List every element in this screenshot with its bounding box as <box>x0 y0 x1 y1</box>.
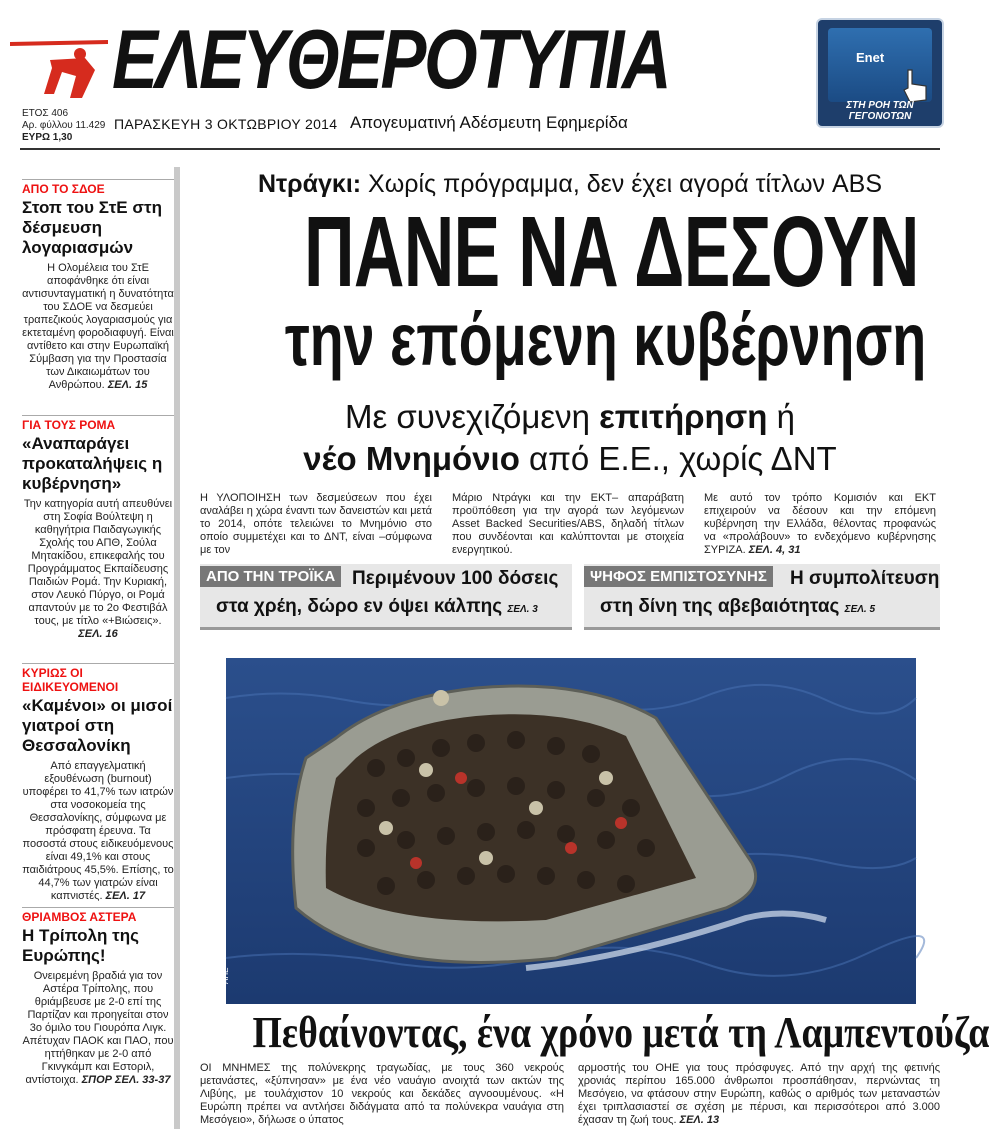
lead-column-3 <box>704 492 936 557</box>
promo-line-2 <box>216 594 538 623</box>
newspaper-title: ΕΛΕΥΘΕΡΟΤΥΠΙΑ <box>112 12 670 106</box>
bottom-headline: Πεθαίνοντας, ένα χρόνο μετά τη Λαμπεντούζα <box>252 1008 989 1057</box>
sidebar-kicker: ΚΥΡΙΩΣ ΟΙ ΕΙΔΙΚΕΥΟΜΕΝΟΙ <box>22 663 174 694</box>
price-label: ΕΥΡΩ 1,30 <box>22 132 73 143</box>
sidebar-body <box>22 970 174 1087</box>
sidebar-body-text: Η Ολομέλεια του ΣτΕ αποφάνθηκε ότι είναι αντισυνταγματική η δυνατότητα του ΣΔΟΕ να δεσμεύει τραπεζικούς λογαριασμούς για εκτεταμένη φοροδιαφυγή. Είναι αντίθετο και στην Ευρωπαϊκή Σύμβαση για την Προστασία των Δικαιωμάτων του Ανθρώπου. <box>22 262 174 391</box>
issue-date: ΠΑΡΑΣΚΕΥΗ 3 ΟΚΤΩΒΡΙΟΥ 2014 <box>114 116 338 132</box>
deck-text: από Ε.Ε., χωρίς ΔΝΤ <box>519 440 837 477</box>
sidebar-body <box>22 760 174 903</box>
sidebar-body <box>22 498 174 641</box>
sidebar-body-text: Την κατηγορία αυτή απευθύνει στη Σοφία Βούλτεψη η καθηγήτρια Παιδαγωγικής Σχολής του ΑΠΘ, Σούλα Μητακίδου, επικεφαλής του Προγράμματος Εκπαίδευσης Παιδιών Ρομά. Την Κυριακή, στον Λευκό Πύργο, οι Ρομά απαντούν με το 2ο Φεστιβάλ τους, με τίτλο «+Βιώσεις». <box>23 498 173 627</box>
page-ref: ΣΕΛ. 4, 31 <box>748 544 801 556</box>
page-ref: ΣΕΛ. 17 <box>105 890 146 902</box>
deck-bold: επιτήρηση <box>599 398 768 435</box>
promo-line-2 <box>600 594 875 623</box>
lead-column-2: Μάριο Ντράγκι και την ΕΚΤ– απαράβατη προϋπόθεση για την αγορά των λεγόμενων Asset Backed Securities/ABS, δηλαδή τίτλων που συνδέονται και καλύπτονται με στοιχεία ενεργητικού. <box>452 492 684 556</box>
page-ref: ΣΕΛ. 15 <box>107 379 148 391</box>
sidebar-body-text: Ονειρεμένη βραδιά για τον Αστέρα Τρίπολης, που θριάμβευσε με 2-0 επί της Παρτίζαν και προηγείται στον 3ο όμιλο του Γιουρόπα Λιγκ. Απέτυχαν ΠΑΟΚ και ΠΑΟ, που ηττήθηκαν με 2-0 από Γκινγκάμπ και Εστοριλ, αντίστοιχα. <box>22 970 174 1086</box>
promo-tag: ΑΠΟ ΤΗΝ ΤΡΟΪΚΑ <box>200 566 341 587</box>
promo-line-2-text: στη δίνη της αβεβαιότητας <box>600 596 840 617</box>
sidebar-story-sdoe <box>22 179 174 392</box>
deck-text: Με συνεχιζόμενη <box>345 398 600 435</box>
issue-number: Αρ. φύλλου 11.429 <box>22 120 106 131</box>
sidebar-kicker: ΘΡΙΑΜΒΟΣ ΑΣΤΕΡΑ <box>22 907 174 924</box>
deck-line-1 <box>200 396 940 438</box>
main-headline: ΠΑΝΕ ΝΑ ΔΕΣΟΥΝ <box>304 196 919 308</box>
deck-text: ή <box>767 398 795 435</box>
sidebar-story-roma <box>22 415 174 641</box>
promo-vote <box>584 564 940 630</box>
kicker-text: Χωρίς πρόγραμμα, δεν έχει αγορά τίτλων ABS <box>361 170 883 198</box>
sidebar-headline: Η Τρίπολη της Ευρώπης! <box>22 926 139 965</box>
masthead <box>0 0 960 150</box>
lead-column-1: Η ΥΛΟΠΟΙΗΣΗ των δεσμεύσεων που έχει αναλάβει η χώρα έναντι των δανειστών και μετά το 2014, οπότε τελειώνει το Μνημόνιο στο οποίο συμμετέχει και το ΔΝΤ, είναι –σύμφωνα με τον <box>200 492 432 556</box>
bottom-column-1: ΟΙ ΜΝΗΜΕΣ της πολύνεκρης τραγωδίας, με τους 360 νεκρούς μετανάστες, «ξύπνησαν» με ένα νέο ναυάγιο ανοιχτά των ακτών της Λιβύης, με τουλάχιστον 10 νεκρούς και δεκάδες αγνοουμένους. «Η Ευρώπη πρέπει να αντλήσει διδάγματα από τα πολύνεκρα ναυάγια στη Μεσόγειο», δήλωσε ο ύπατος <box>200 1062 564 1126</box>
page-ref: ΣΕΛ. 13 <box>679 1114 720 1126</box>
page-ref: ΣΕΛ. 5 <box>844 604 876 615</box>
page-ref: ΣΠΟΡ ΣΕΛ. 33-37 <box>81 1074 171 1086</box>
hand-pointer-icon <box>900 68 930 104</box>
kicker-name: Ντράγκι: <box>257 170 362 198</box>
year-label: ΕΤΟΣ 406 <box>22 108 69 119</box>
main-headline-line2: την επόμενη κυβέρνηση <box>285 298 927 381</box>
sidebar-kicker: ΓΙΑ ΤΟΥΣ ΡΟΜΑ <box>22 415 174 432</box>
issue-meta <box>22 108 105 144</box>
promo-line-2-text: στα χρέη, δώρο εν όψει κάλπης <box>216 596 503 617</box>
deck-line-2 <box>200 438 940 480</box>
page-ref: ΣΕΛ. 16 <box>78 628 118 640</box>
masthead-rule <box>20 148 940 150</box>
main-deck <box>200 396 940 480</box>
migrant-boat-photo <box>221 658 916 1004</box>
promo-troika <box>200 564 572 630</box>
promo-line-1: Περιμένουν 100 δόσεις <box>352 568 559 589</box>
main-kicker <box>200 170 940 199</box>
sidebar-headline: «Αναπαράγει προκαταλήψεις η κυβέρνηση» <box>22 434 163 493</box>
tagline: Απογευματινή Αδέσμευτη Εφημερίδα <box>350 113 628 132</box>
photo-credit: ΑΠΕ <box>221 967 230 984</box>
sidebar-story-asteras <box>22 907 174 1087</box>
masthead-logo-icon <box>10 30 110 100</box>
sidebar-kicker: ΑΠΟ ΤΟ ΣΔΟΕ <box>22 179 174 196</box>
sidebar <box>12 167 180 1129</box>
promo-tag: ΨΗΦΟΣ ΕΜΠΙΣΤΟΣΥΝΗΣ <box>584 566 773 587</box>
enet-label: Enet <box>856 50 885 65</box>
sidebar-story-doctors <box>22 663 174 903</box>
enet-caption: ΣΤΗ ΡΟΗ ΤΩΝ ΓΕΓΟΝΟΤΩΝ <box>846 100 914 122</box>
sidebar-body <box>22 262 174 392</box>
sidebar-headline: Στοπ του ΣτΕ στη δέσμευση λογαριασμών <box>22 198 162 257</box>
enet-promo <box>816 18 944 128</box>
boat-illustration <box>226 658 916 1004</box>
bottom-column-2 <box>578 1062 940 1127</box>
bottom-text: αρμοστής του ΟΗΕ για τους πρόσφυγες. Από την αρχή της φετινής χρονιάς περίπου 165.000 άνθρωποι προσπάθησαν, περνώντας τη Μεσόγειο, να φτάσουν στην Ευρώπη, καθώς ο αριθμός των μεταναστών έχει τριπλασιαστεί σε σχέση με πέρυσι, και περισσότεροι από 3.000 έχασαν τη ζωή τους. <box>578 1062 940 1126</box>
sidebar-headline: «Καμένοι» οι μισοί γιατροί στη Θεσσαλονίκη <box>22 696 173 755</box>
sidebar-body-text: Από επαγγελματική εξουθένωση (burnout) υποφέρει το 41,7% των ιατρών στα νοσοκομεία της Θεσσαλονίκης, σύμφωνα με πρόσφατη έρευνα. Τα ποσοστά στους ειδικευόμενους είναι 49,1% και στους παιδιάτρους 45,5%. Επίσης, το 44,7% των γιατρών είναι καπνιστές. <box>22 760 174 902</box>
promo-line-1: Η συμπολίτευση <box>790 568 940 589</box>
page-ref: ΣΕΛ. 3 <box>507 604 538 615</box>
deck-bold: νέο Μνημόνιο <box>303 440 520 477</box>
lead-text: Με αυτό τον τρόπο Κομισιόν και ΕΚΤ επιχειρούν να δέσουν και την επόμενη κυβέρνηση την Ελλάδα, θέλοντας προφανώς να «προλάβουν» το ενδεχόμενο κυβέρνησης ΣΥΡΙΖΑ. <box>704 492 936 556</box>
